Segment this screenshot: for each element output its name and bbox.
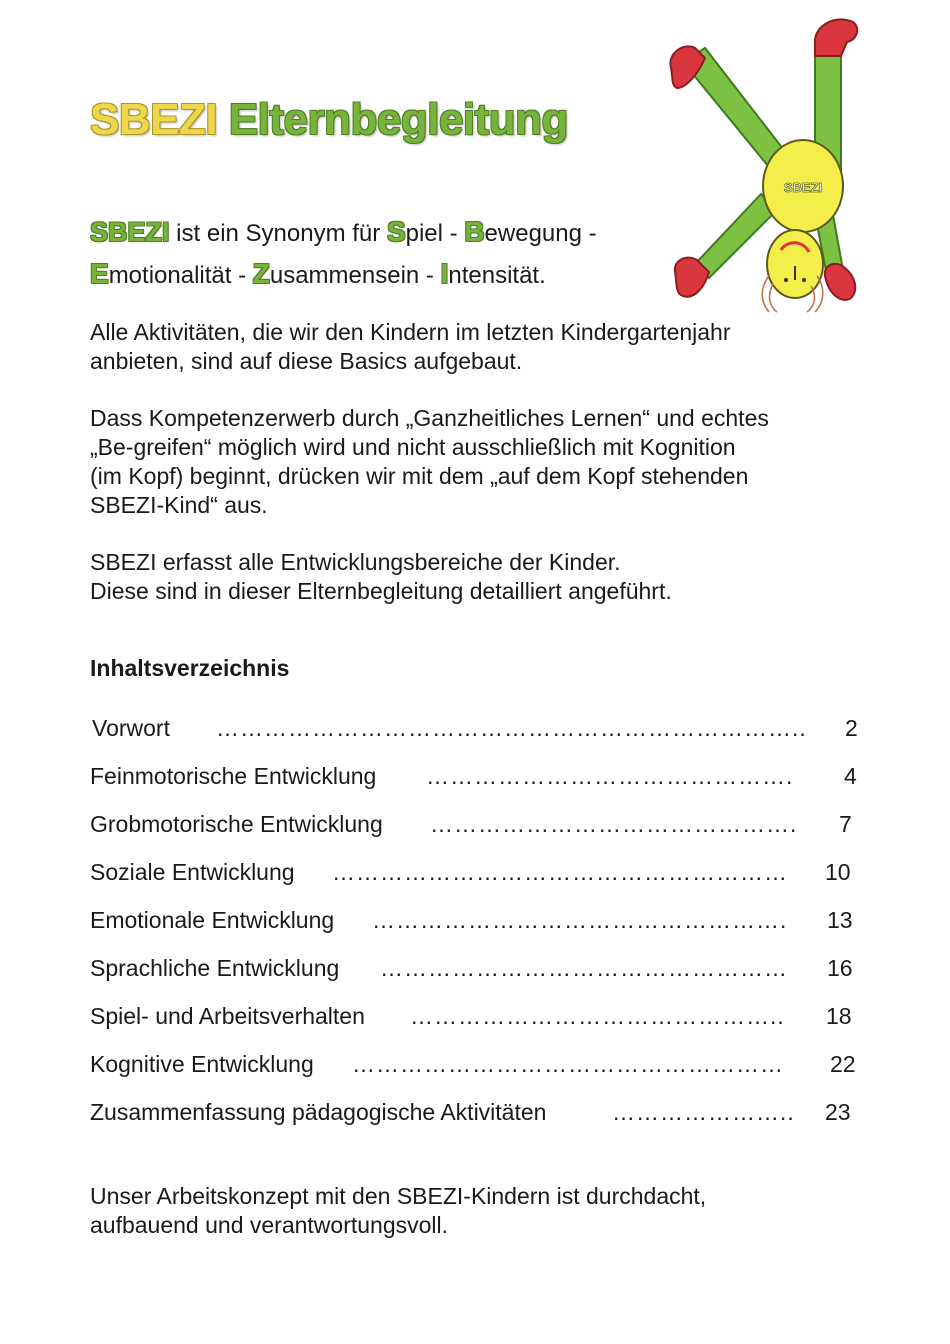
paragraph-line: „Be-greifen“ möglich wird und nicht ausschließlich mit Kognition [90, 434, 736, 460]
toc-entry-page: 4 [844, 763, 857, 789]
toc-entry-dots: ………………………………………………… [332, 859, 788, 885]
toc-entry-page: 13 [827, 907, 853, 933]
toc-entry-dots: ……………………………………………… [352, 1051, 784, 1077]
paragraph-line: Alle Aktivitäten, die wir den Kindern im letzten Kindergartenjahr [90, 319, 731, 345]
cap-s: S [386, 216, 406, 247]
intro-text-b: ewegung - [484, 220, 597, 247]
paragraph-line: (im Kopf) beginnt, drücken wir mit dem „auf dem Kopf stehenden [90, 463, 749, 489]
toc-heading: Inhaltsverzeichnis [90, 655, 290, 681]
toc-entry-label: Vorwort [92, 715, 170, 741]
intro-text-e: motionalität - [108, 262, 253, 289]
toc-entry-label: Zusammenfassung pädagogische Aktivitäten [90, 1099, 547, 1125]
paragraph-line: anbieten, sind auf diese Basics aufgebaut. [90, 348, 523, 374]
cap-e: E [90, 258, 109, 289]
paragraph-concept [90, 1182, 880, 1240]
title-brand: SBEZI [90, 95, 218, 144]
right-shoe [815, 19, 857, 56]
toc-entry-dots: …………………………………………… [380, 955, 788, 981]
paragraph-activities [90, 318, 880, 376]
toc-entry[interactable] [90, 809, 860, 839]
paragraph-development-areas [90, 548, 880, 606]
toc-entry-label: Kognitive Entwicklung [90, 1051, 314, 1077]
paragraph-competence [90, 404, 880, 520]
toc-entry-label: Grobmotorische Entwicklung [90, 811, 383, 837]
intro-text-s: piel - [405, 220, 465, 247]
left-eye [784, 278, 788, 282]
head [767, 230, 823, 298]
toc-entry-page: 23 [825, 1099, 851, 1125]
toc-entry-page: 10 [825, 859, 851, 885]
cap-z: Z [252, 258, 270, 289]
toc-entry-page: 18 [826, 1003, 852, 1029]
toc-entry[interactable] [90, 1049, 860, 1079]
toc-entry-dots: ………………………………………. [426, 763, 794, 789]
paragraph-line: Dass Kompetenzerwerb durch „Ganzheitliches Lernen“ und echtes [90, 405, 769, 431]
intro-text-1: ist ein Synonym für [169, 220, 387, 247]
paragraph-line: Unser Arbeitskonzept mit den SBEZI-Kindern ist durchdacht, [90, 1183, 707, 1209]
intro-paragraph [90, 212, 597, 296]
left-arm [695, 194, 777, 278]
toc-entry-dots: ………………….. [612, 1099, 795, 1125]
toc-entry[interactable] [90, 857, 860, 887]
toc-entry-dots: ………………………………………. [430, 811, 798, 837]
toc-entry-page: 16 [827, 955, 853, 981]
toc-entry-label: Soziale Entwicklung [90, 859, 295, 885]
toc-entry[interactable] [90, 761, 860, 791]
toc-entry-page: 22 [830, 1051, 856, 1077]
right-hand [825, 264, 855, 300]
toc-entry-label: Spiel- und Arbeitsverhalten [90, 1003, 365, 1029]
paragraph-line: SBEZI erfasst alle Entwicklungsbereiche der Kinder. [90, 549, 621, 575]
right-eye [802, 278, 806, 282]
paragraph-line: Diese sind in dieser Elternbegleitung detailliert angeführt. [90, 578, 672, 604]
page-title [90, 96, 568, 144]
toc-entry-page: 7 [839, 811, 852, 837]
intro-text-i: ntensität. [448, 262, 546, 289]
toc-entry[interactable] [90, 953, 860, 983]
title-rest: Elternbegleitung [228, 95, 568, 144]
toc-entry-dots: ……………………………………………. [372, 907, 788, 933]
paragraph-line: SBEZI-Kind“ aus. [90, 492, 268, 518]
toc-entry[interactable] [90, 713, 860, 743]
toc-entry[interactable] [90, 905, 860, 935]
toc-entry[interactable] [90, 1097, 860, 1127]
toc-entry-label: Feinmotorische Entwicklung [90, 763, 377, 789]
toc-entry-dots: ……………………………………….. [410, 1003, 785, 1029]
toc-entry-label: Emotionale Entwicklung [90, 907, 335, 933]
toc-entry-page: 2 [845, 715, 858, 741]
paragraph-line: aufbauend und verantwortungsvoll. [90, 1212, 449, 1238]
cap-i: I [440, 258, 449, 289]
toc-entry[interactable] [90, 1001, 860, 1031]
intro-brand: SBEZI [90, 217, 170, 247]
belly-label: SBEZI [783, 180, 823, 195]
sbezi-child-illustration [665, 14, 865, 314]
toc-entry-label: Sprachliche Entwicklung [90, 955, 340, 981]
toc-entry-dots: ……………………………………………………………….. [216, 715, 807, 741]
intro-text-z: usammensein - [269, 262, 441, 289]
cap-b: B [464, 216, 485, 247]
